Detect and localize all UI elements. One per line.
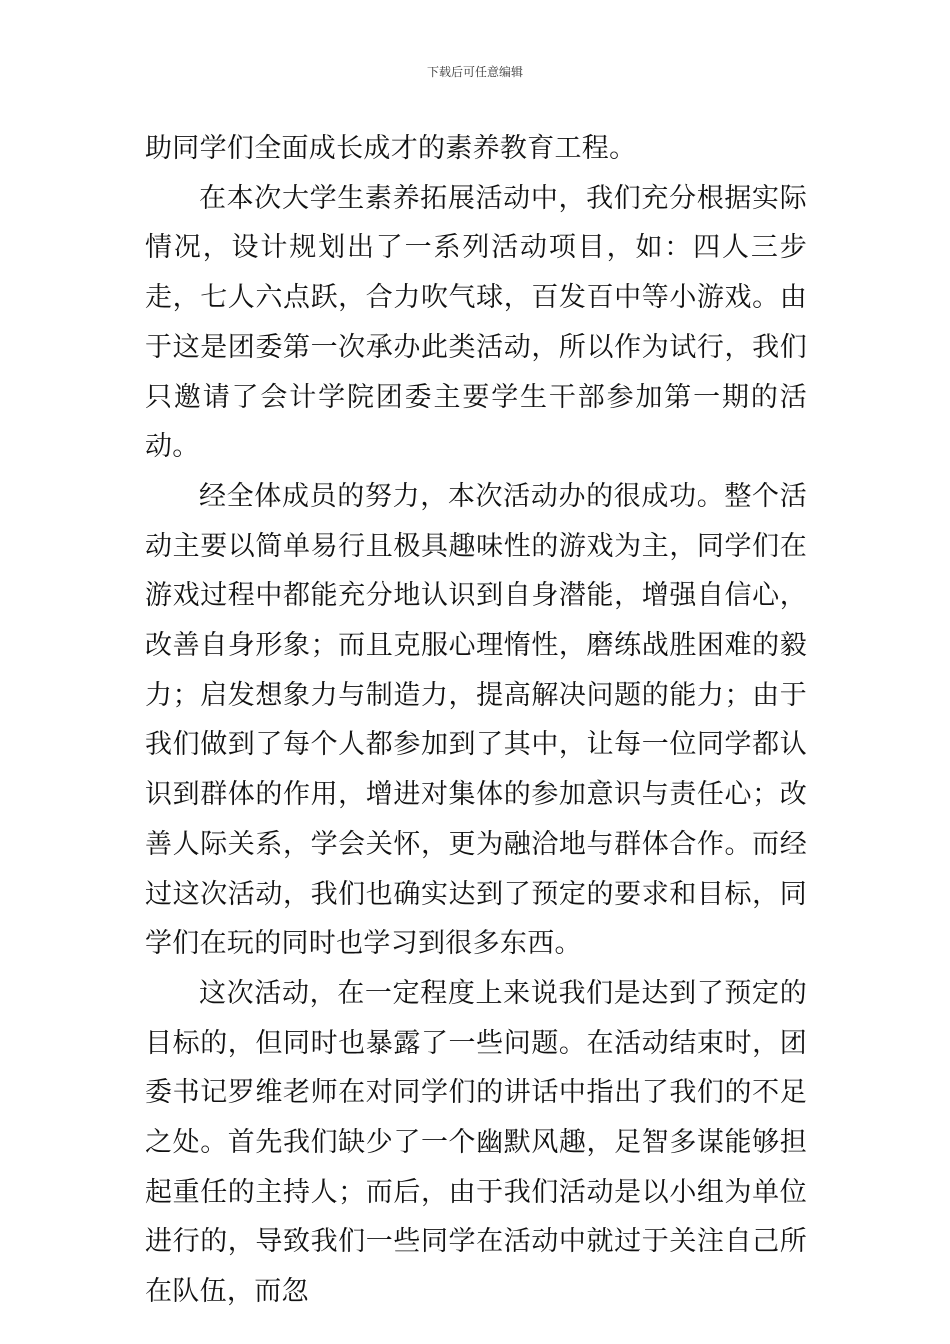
document-body [145, 124, 807, 1317]
paragraph-3: 经全体成员的努力，本次活动办的很成功。整个活动主要以简单易行且极具趣味性的游戏为主，同学们在游戏过程中都能充分地认识到自身潜能，增强自信心，改善自身形象；而且克服心理惰性，磨练战胜困难的毅力；启发想象力与制造力，提高解决问题的能力；由于我们做到了每个人都参加到了其中，让每一位同学都认识到群体的作用，增进对集体的参加意识与责任心；改善人际关系，学会关怀，更为融洽地与群体合作。而经过这次活动，我们也确实达到了预定的要求和目标，同学们在玩的同时也学习到很多东西。 [145, 480, 807, 960]
paragraph-4: 这次活动，在一定程度上来说我们是达到了预定的目标的，但同时也暴露了一些问题。在活动结束时，团委书记罗维老师在对同学们的讲话中指出了我们的不足之处。首先我们缺少了一个幽默风趣，足智多谋能够担起重任的主持人；而后，由于我们活动是以小组为单位进行的，导致我们一些同学在活动中就过于关注自己所在队伍，而忽 [145, 977, 807, 1308]
paragraph-1: 助同学们全面成长成才的素养教育工程。 [145, 133, 637, 164]
paragraph-2: 在本次大学生素养拓展活动中，我们充分根据实际情况，设计规划出了一系列活动项目，如：四人三步走，七人六点跃，合力吹气球，百发百中等小游戏。由于这是团委第一次承办此类活动，所以作为试行，我们只邀请了会计学院团委主要学生干部参加第一期的活动。 [145, 182, 807, 463]
page-header-note: 下载后可任意编辑 [426, 65, 523, 79]
